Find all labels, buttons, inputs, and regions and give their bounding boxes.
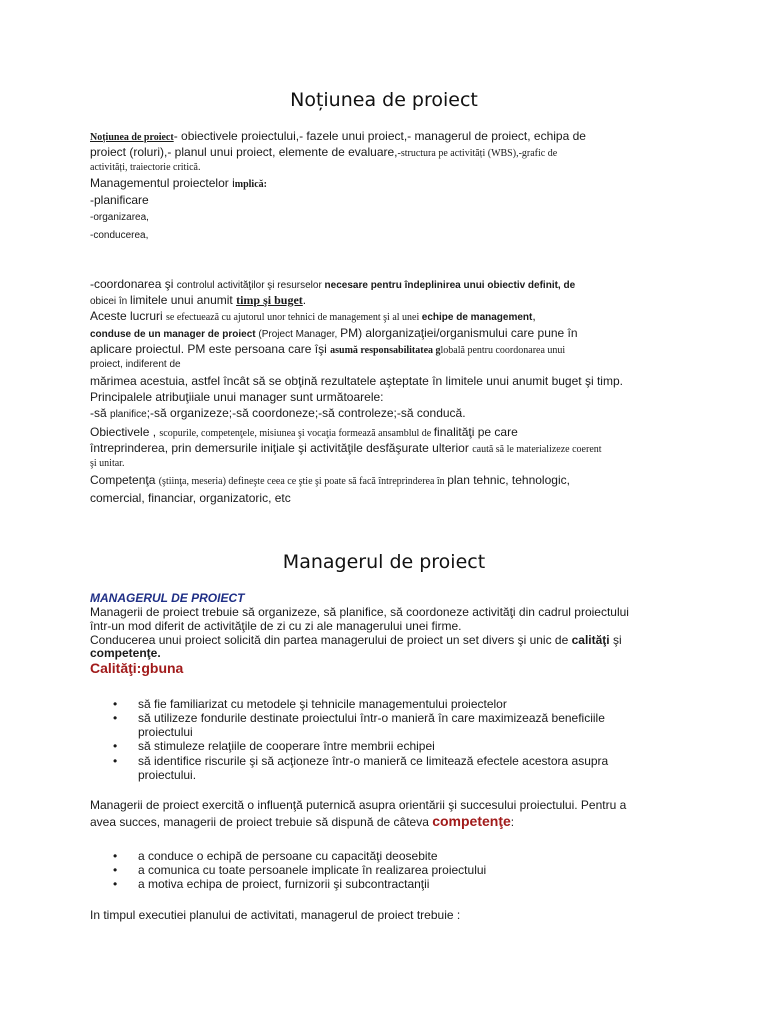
- list-item: a conduce o echipă de persoane cu capacităţi deosebite: [138, 849, 438, 863]
- paragraph-line: într-un mod diferit de activităţile de zi cu zi ale managerului unei firme.: [90, 619, 462, 633]
- list-item-continuation: proiectului.: [138, 768, 197, 782]
- paragraph-line: competenţe.: [90, 646, 161, 660]
- paragraph-line: Managerii de proiect trebuie să organizeze, să planifice, să coordoneze activităţi din cadrul proiectului: [90, 605, 629, 619]
- paragraph-line: activități, traiectorie critică.: [90, 162, 201, 173]
- paragraph-line: Obiectivele , scopurile, competenţele, misiunea şi vocaţia formează ansamblul de finalităţi pe care: [90, 425, 518, 439]
- list-item: să utilizeze fondurile destinate proiectului într-o manieră în care maximizează beneficiile: [138, 711, 605, 725]
- list-item-continuation: proiectului: [138, 725, 193, 739]
- paragraph-line: Aceste lucruri se efectuează cu ajutorul unor tehnici de management şi al unei echipe de management,: [90, 309, 536, 323]
- bullet-icon: •: [113, 697, 118, 711]
- list-item: să stimuleze relaţiile de cooperare între membrii echipei: [138, 739, 435, 753]
- bullet-icon: •: [113, 739, 118, 753]
- lead-term: Noțiunea de proiect: [90, 132, 174, 143]
- list-item: să identifice riscurile şi să acţioneze într-o manieră ce limitează efectele acestora asupra: [138, 754, 609, 768]
- bullet-icon: •: [113, 711, 118, 725]
- paragraph-line: Competenţa (ştiinţa, meseria) defineşte ceea ce ştie şi poate să facă întreprinderea în plan tehnic, tehnologic,: [90, 473, 570, 487]
- paragraph-line: proiect (roluri),- planul unui proiect, elemente de evaluare,-structura pe activități (WBS),-grafic de: [90, 145, 558, 159]
- list-item: -conducerea,: [90, 230, 149, 241]
- bullet-icon: •: [113, 877, 118, 891]
- list-item: -planificare: [90, 193, 149, 207]
- list-item: a motiva echipa de proiect, furnizorii şi subcontractanţii: [138, 877, 430, 891]
- paragraph-line: întreprinderea, prin demersurile iniţiale şi activităţile desfăşurate ulterior caută să le materializeze coerent: [90, 441, 602, 455]
- bullet-icon: •: [113, 754, 118, 768]
- paragraph-line: Managementul proiectelor implică:: [90, 176, 267, 190]
- paragraph-line: -coordonarea şi controlul activităţilor şi resurselor necesare pentru îndeplinirea unui obiectiv definit, de: [90, 277, 576, 291]
- list-item: -organizarea,: [90, 212, 149, 223]
- paragraph-line: Noțiunea de proiect- obiectivele proiectului,- fazele unui proiect,- managerul de proiect, echipa de: [90, 129, 586, 143]
- list-item: a comunica cu toate persoanele implicate în realizarea proiectului: [138, 863, 487, 877]
- calitati-heading: Calităţi:gbuna: [90, 660, 184, 676]
- paragraph-line: conduse de un manager de proiect (Project Manager, PM) alorganizaţiei/organismului care pune în: [90, 326, 578, 340]
- paragraph-line: obicei în limitele unui anumit timp şi buget.: [90, 293, 307, 307]
- paragraph-line: In timpul executiei planului de activitati, managerul de proiect trebuie :: [90, 908, 461, 922]
- paragraph-line: aplicare proiectul. PM este persoana care îşi asumă responsabilitatea globală pentru coordonarea unui: [90, 342, 566, 356]
- section-title: Managerul de proiect: [282, 551, 486, 573]
- paragraph-line: proiect, indiferent de: [90, 359, 181, 370]
- paragraph-line: Conducerea unui proiect solicită din partea managerului de proiect un set divers şi unic de calităţi şi: [90, 633, 622, 647]
- paragraph-line: comercial, financiar, organizatoric, etc: [90, 491, 291, 505]
- section-heading: MANAGERUL DE PROIECT: [90, 591, 245, 605]
- bullet-icon: •: [113, 849, 118, 863]
- paragraph-line: şi unitar.: [90, 458, 125, 469]
- paragraph-line: -să planifice;-să organizeze;-să coordoneze;-să controleze;-să conducă.: [90, 406, 466, 420]
- paragraph-line: avea succes, managerii de proiect trebuie să dispună de câteva competenţe:: [90, 813, 515, 829]
- paragraph-line: mărimea acestuia, astfel încât să se obţină rezultatele aşteptate în limitele unui anumit buget şi timp.: [90, 374, 623, 388]
- paragraph-line: Managerii de proiect exercită o influenţă puternică asupra orientării şi succesului proiectului. Pentru a: [90, 798, 627, 812]
- paragraph-line: Principalele atribuţiiale unui manager sunt următoarele:: [90, 390, 384, 404]
- bullet-icon: •: [113, 863, 118, 877]
- page-title: Noțiunea de proiect: [290, 89, 478, 111]
- list-item: să fie familiarizat cu metodele şi tehnicile managementului proiectelor: [138, 697, 507, 711]
